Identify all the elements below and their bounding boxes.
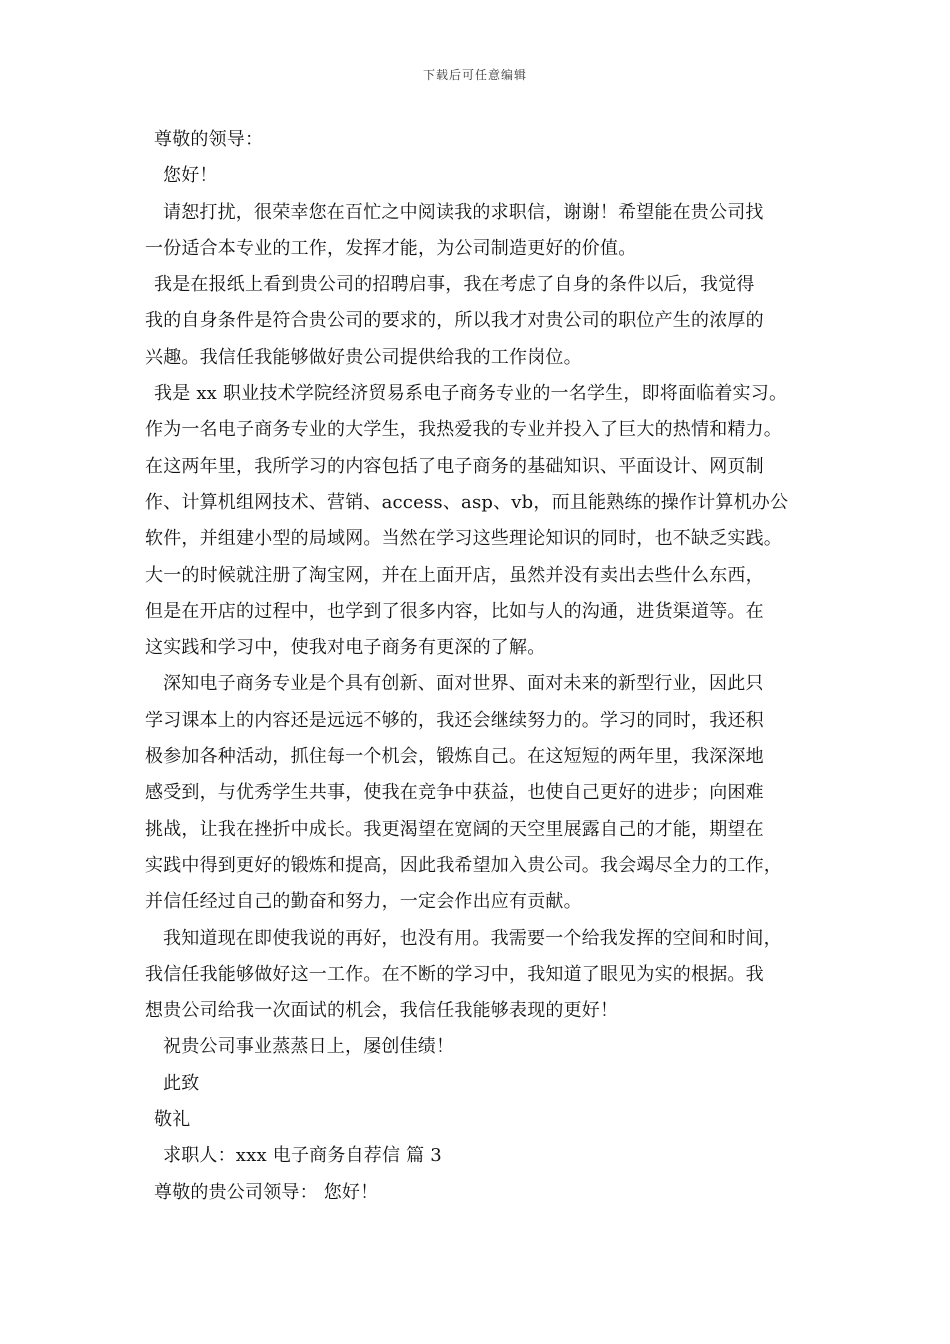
letter-body bbox=[145, 122, 825, 1211]
closing-wish: 祝贵公司事业蒸蒸日上，屡创佳绩！ bbox=[163, 1036, 455, 1058]
paragraph-line: 作为一名电子商务专业的大学生，我热爱我的专业并投入了巨大的热情和精力。 bbox=[145, 419, 782, 441]
paragraph-line: 在这两年里，我所学习的内容包括了电子商务的基础知识、平面设计、网页制 bbox=[145, 455, 764, 477]
paragraph-line: 我是在报纸上看到贵公司的招聘启事，我在考虑了自身的条件以后，我觉得 bbox=[154, 274, 755, 296]
paragraph-line: 实践中得到更好的锻炼和提高，因此我希望加入贵公司。我会竭尽全力的工作， bbox=[145, 854, 782, 876]
paragraph-line: 感受到，与优秀学生共事，使我在竞争中获益，也使自己更好的进步；向困难 bbox=[145, 782, 764, 804]
paragraph-line: 我是 xx 职业技术学院经济贸易系电子商务专业的一名学生，即将面临着实习。 bbox=[154, 383, 788, 405]
salutation: 尊敬的领导： bbox=[154, 129, 264, 150]
closing-jingli: 敬礼 bbox=[154, 1109, 191, 1131]
closing-cizhi: 此致 bbox=[163, 1072, 200, 1094]
paragraph-line: 我信任我能够做好这一工作。在不断的学习中，我知道了眼见为实的根据。我 bbox=[145, 963, 764, 985]
paragraph-line: 并信任经过自己的勤奋和努力，一定会作出应有贡献。 bbox=[145, 891, 582, 913]
paragraph-line: 学习课本上的内容还是远远不够的，我还会继续努力的。学习的同时，我还积 bbox=[145, 709, 764, 731]
signature-line: 求职人：xxx 电子商务自荐信 篇 3 bbox=[163, 1145, 442, 1167]
paragraph-line: 软件，并组建小型的局域网。当然在学习这些理论知识的同时，也不缺乏实践。 bbox=[145, 528, 782, 550]
paragraph-line: 极参加各种活动，抓住每一个机会，锻炼自己。在这短短的两年里，我深深地 bbox=[145, 746, 764, 768]
paragraph-line: 挑战，让我在挫折中成长。我更渴望在宽阔的天空里展露自己的才能，期望在 bbox=[145, 818, 764, 840]
next-letter-salutation: 尊敬的贵公司领导： 您好！ bbox=[154, 1181, 379, 1203]
paragraph-line: 一份适合本专业的工作，发挥才能，为公司制造更好的价值。 bbox=[145, 237, 637, 259]
page-header-note: 下载后可任意编辑 bbox=[422, 68, 527, 82]
greeting: 您好！ bbox=[163, 165, 218, 187]
paragraph-line: 我知道现在即使我说的再好，也没有用。我需要一个给我发挥的空间和时间， bbox=[163, 927, 782, 949]
paragraph-line: 这实践和学习中，使我对电子商务有更深的了解。 bbox=[145, 637, 546, 659]
paragraph-line: 请恕打扰，很荣幸您在百忙之中阅读我的求职信，谢谢！希望能在贵公司找 bbox=[163, 201, 764, 223]
paragraph-line: 大一的时候就注册了淘宝网，并在上面开店，虽然并没有卖出去些什么东西， bbox=[145, 564, 764, 586]
paragraph-line: 作、计算机组网技术、营销、access、asp、vb，而且能熟练的操作计算机办公 bbox=[145, 491, 789, 513]
paragraph-line: 深知电子商务专业是个具有创新、面对世界、面对未来的新型行业，因此只 bbox=[163, 673, 764, 695]
paragraph-line: 想贵公司给我一次面试的机会，我信任我能够表现的更好！ bbox=[145, 1000, 619, 1022]
paragraph-line: 但是在开店的过程中，也学到了很多内容，比如与人的沟通，进货渠道等。在 bbox=[145, 600, 764, 622]
paragraph-line: 我的自身条件是符合贵公司的要求的，所以我才对贵公司的职位产生的浓厚的 bbox=[145, 310, 764, 332]
paragraph-line: 兴趣。我信任我能够做好贵公司提供给我的工作岗位。 bbox=[145, 346, 582, 368]
